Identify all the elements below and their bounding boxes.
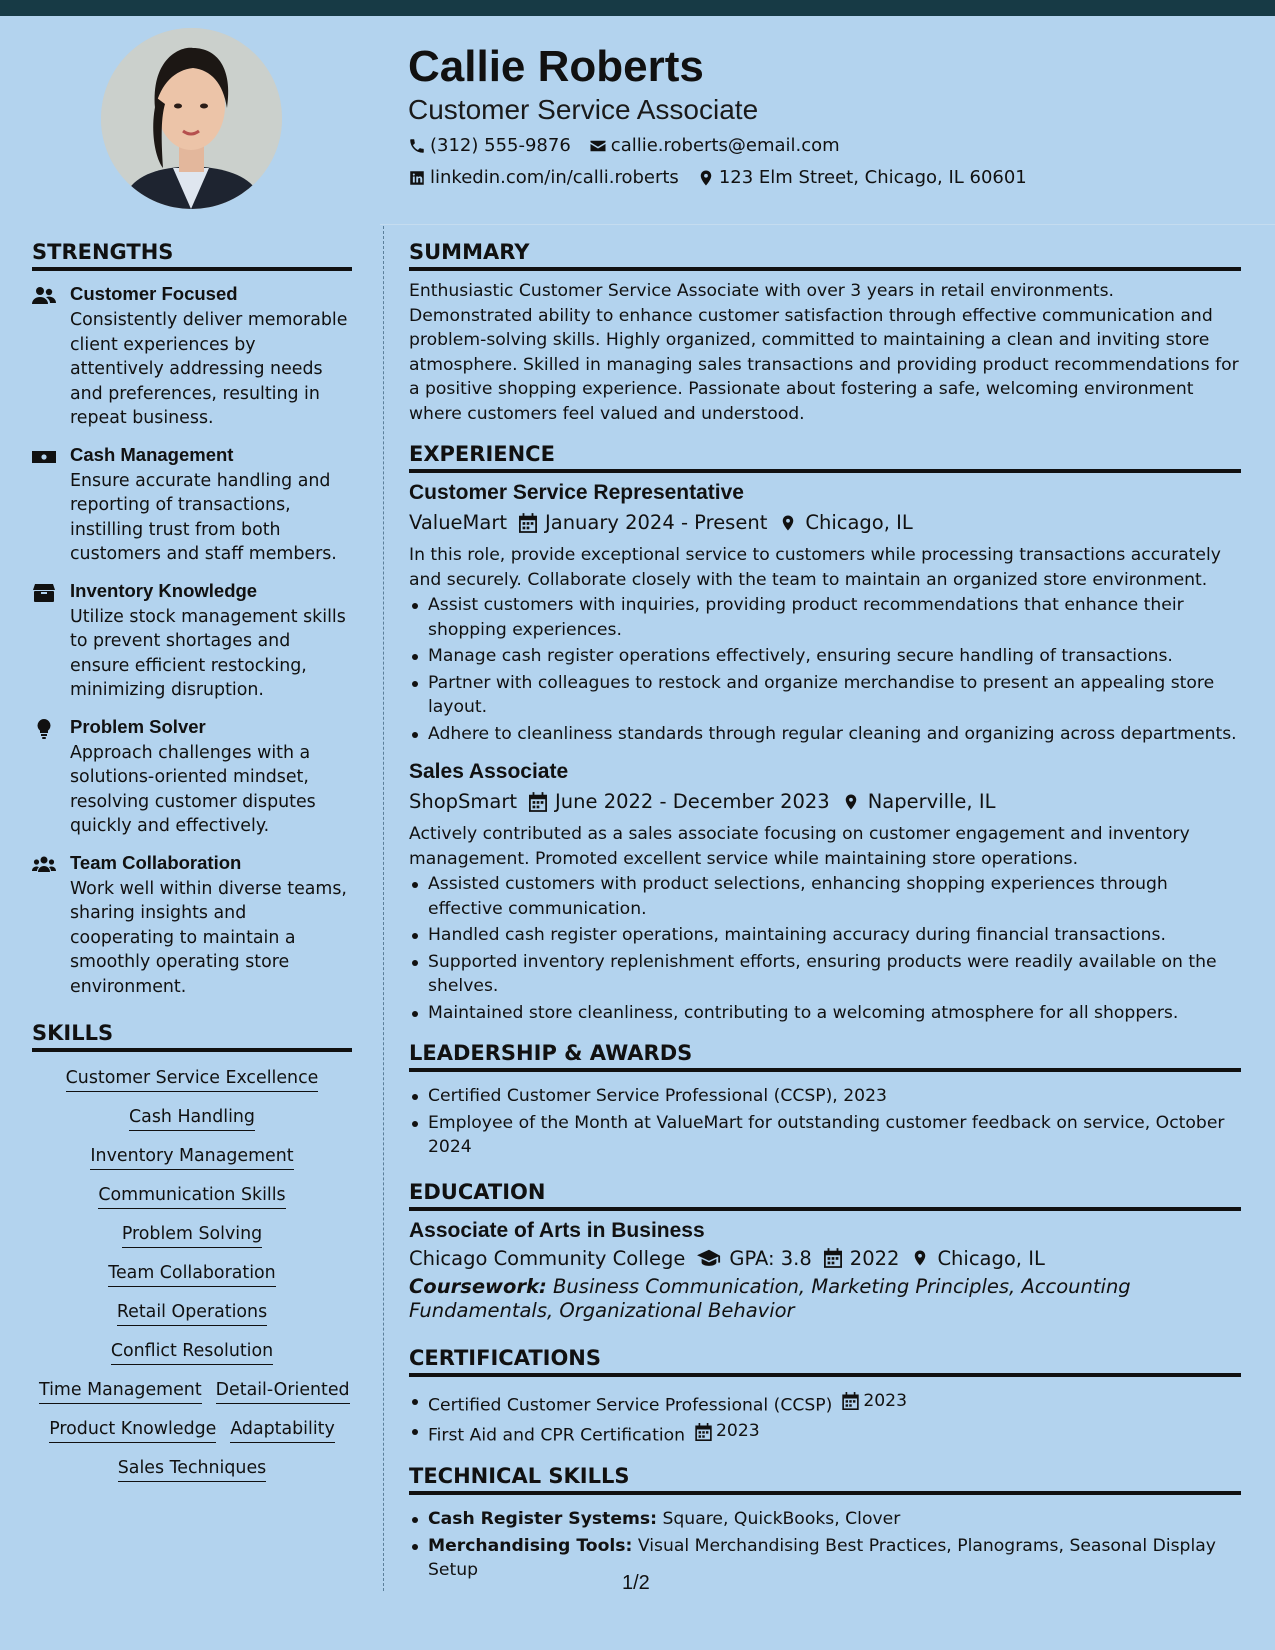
column-divider <box>383 226 384 1591</box>
certifications-list <box>409 1389 1241 1449</box>
envelope-icon <box>589 137 607 155</box>
map-pin-icon <box>779 513 797 533</box>
job-company: ValueMart <box>409 511 507 534</box>
skill-tag: Inventory Management <box>90 1146 293 1170</box>
job-entry <box>409 481 1241 746</box>
job-bullet: Supported inventory replenishment efforts, ensuring products were readily available on the shelves. <box>409 950 1241 999</box>
calendar-icon <box>519 513 537 533</box>
contact-row-1 <box>408 135 858 156</box>
job-bullet: Assist customers with inquiries, providing product recommendations that enhance their shopping experiences. <box>409 593 1241 642</box>
degree-title: Associate of Arts in Business <box>409 1218 705 1242</box>
job-bullet: Adhere to cleanliness standards through regular cleaning and organizing across departments. <box>409 722 1241 747</box>
job-bullet: Partner with colleagues to restock and organize merchandise to present an appealing store layout. <box>409 671 1241 720</box>
certification-year: 2023 <box>716 1421 760 1442</box>
certification-year: 2023 <box>863 1390 908 1411</box>
address-text: 123 Elm Street, Chicago, IL 60601 <box>718 167 1027 188</box>
skill-tag: Time Management <box>39 1380 202 1404</box>
strength-title: Problem Solver <box>70 715 206 737</box>
job-company: ShopSmart <box>409 790 518 813</box>
calendar-icon <box>695 1423 712 1441</box>
technical-skill-item <box>409 1534 1241 1583</box>
skill-tag: Retail Operations <box>117 1302 267 1326</box>
award-item: Employee of the Month at ValueMart for outstanding customer feedback on service, October 2024 <box>409 1111 1241 1160</box>
job-bullet: Assisted customers with product selections, enhancing shopping experiences through effective communication. <box>409 872 1241 921</box>
education-location: Chicago, IL <box>937 1246 1045 1270</box>
strength-desc: Consistently deliver memorable client experiences by attentively addressing needs and preferences, resulting in repeat business. <box>70 310 348 428</box>
technical-skill-label: Merchandising Tools: <box>428 1535 633 1556</box>
linkedin-text: linkedin.com/in/calli.roberts <box>430 167 679 188</box>
strength-title: Customer Focused <box>70 283 238 304</box>
job-bullet: Handled cash register operations, maintaining accuracy during financial transactions. <box>409 923 1241 948</box>
technical-skill-label: Cash Register Systems: <box>428 1509 658 1529</box>
strength-desc: Ensure accurate handling and reporting of transactions, instilling trust from both customers and staff members. <box>70 470 337 564</box>
strength-item <box>32 852 352 1000</box>
strength-title: Cash Management <box>70 443 234 465</box>
skill-tag: Conflict Resolution <box>111 1341 273 1365</box>
contact-row-2 <box>408 167 1045 188</box>
job-title: Sales Associate <box>409 760 569 783</box>
job-bullets <box>409 872 1241 1025</box>
job-bullets <box>409 593 1241 746</box>
job-bullet: Maintained store cleanliness, contributing to a welcoming atmosphere for all shoppers. <box>409 1001 1241 1026</box>
certification-name: Certified Customer Service Professional (CCSP) <box>428 1394 833 1415</box>
strength-item <box>32 580 352 703</box>
job-location: Chicago, IL <box>805 511 913 534</box>
email-item[interactable] <box>589 135 840 156</box>
box-icon <box>32 583 56 603</box>
certification-item <box>409 1419 1241 1448</box>
coursework <box>409 1275 1241 1324</box>
graduation-cap-icon <box>697 1248 721 1268</box>
skill-tag: Cash Handling <box>129 1107 255 1131</box>
technical-skills-heading: TECHNICAL SKILLS <box>409 1464 1241 1495</box>
skill-tag: Customer Service Excellence <box>66 1068 319 1092</box>
job-desc: Actively contributed as a sales associate focusing on customer engagement and inventory management. Promoted excellent service while maintaining store operations. <box>409 824 1190 869</box>
awards-list <box>409 1084 1241 1160</box>
education-meta <box>409 1247 1241 1270</box>
job-entry <box>409 760 1241 1025</box>
technical-skill-value: Square, QuickBooks, Clover <box>662 1509 901 1529</box>
summary-heading: SUMMARY <box>409 240 1241 271</box>
certification-name: First Aid and CPR Certification <box>428 1425 685 1446</box>
phone-text: (312) 555-9876 <box>430 135 571 156</box>
strength-item <box>32 283 352 431</box>
technical-skill-item <box>409 1507 1241 1532</box>
coursework-label: Coursework: <box>409 1274 547 1298</box>
strength-desc: Work well within diverse teams, sharing insights and cooperating to maintain a smoothly operating store environment. <box>70 878 347 997</box>
gpa-text: GPA: 3.8 <box>729 1246 812 1270</box>
skill-tag: Communication Skills <box>98 1185 285 1209</box>
strength-title: Team Collaboration <box>70 851 242 873</box>
header-divider <box>380 224 1275 225</box>
map-pin-icon <box>697 169 715 187</box>
calendar-icon <box>529 792 547 812</box>
calendar-icon <box>842 1392 859 1410</box>
money-icon <box>32 447 56 467</box>
award-item: Certified Customer Service Professional (CCSP), 2023 <box>409 1084 1241 1109</box>
right-column <box>409 240 1241 1585</box>
job-meta <box>409 511 1241 534</box>
experience-heading: EXPERIENCE <box>409 442 1241 473</box>
skills-section <box>32 1021 352 1482</box>
certifications-heading: CERTIFICATIONS <box>409 1346 1241 1377</box>
job-dates: January 2024 - Present <box>545 511 768 534</box>
candidate-name: Callie Roberts <box>408 42 704 91</box>
job-location: Naperville, IL <box>867 790 996 813</box>
job-dates: June 2022 - December 2023 <box>555 790 830 813</box>
skill-tag: Team Collaboration <box>108 1263 275 1287</box>
job-meta <box>409 790 1241 813</box>
strength-item <box>32 444 352 567</box>
calendar-icon <box>824 1248 842 1268</box>
email-text: callie.roberts@email.com <box>610 135 840 156</box>
technical-skill-value: Visual Merchandising Best Practices, Planograms, Seasonal Display Setup <box>428 1535 1216 1580</box>
skill-tag: Detail-Oriented <box>216 1380 350 1404</box>
profile-photo <box>101 28 282 209</box>
map-pin-icon <box>842 792 860 812</box>
coursework-text: Business Communication, Marketing Principles, Accounting Fundamentals, Organizational Behavior <box>409 1274 1131 1322</box>
strength-desc: Utilize stock management skills to prevent shortages and ensure efficient restocking, minimizing disruption. <box>70 606 346 700</box>
phone-icon <box>408 137 426 155</box>
strength-desc: Approach challenges with a solutions-oriented mindset, resolving customer disputes quickly and effectively. <box>70 742 316 836</box>
users-icon <box>32 286 56 306</box>
strength-title: Inventory Knowledge <box>70 579 258 601</box>
page-number: 1/2 <box>622 1572 650 1594</box>
left-column <box>32 240 352 1497</box>
skill-tag: Sales Techniques <box>118 1458 266 1482</box>
lightbulb-icon <box>32 719 56 739</box>
skill-tag: Adaptability <box>230 1419 334 1443</box>
job-bullet: Manage cash register operations effectively, ensuring secure handling of transactions. <box>409 644 1241 669</box>
strengths-heading: STRENGTHS <box>32 240 352 271</box>
skill-tag: Product Knowledge <box>49 1419 216 1443</box>
education-heading: EDUCATION <box>409 1180 1241 1211</box>
school-name: Chicago Community College <box>409 1246 686 1270</box>
graduation-year: 2022 <box>849 1246 900 1270</box>
address-item <box>697 167 1027 188</box>
strength-item <box>32 716 352 839</box>
linkedin-item[interactable] <box>408 167 679 188</box>
phone-item[interactable] <box>408 135 571 156</box>
candidate-title: Customer Service Associate <box>408 94 759 125</box>
skill-tag: Problem Solving <box>122 1224 262 1248</box>
certification-item <box>409 1389 1241 1418</box>
technical-skills-list <box>409 1507 1241 1583</box>
awards-heading: LEADERSHIP & AWARDS <box>409 1041 1241 1072</box>
job-title: Customer Service Representative <box>409 481 744 504</box>
summary-text: Enthusiastic Customer Service Associate with over 3 years in retail environments. Demonstrated ability to enhance customer satisfaction through effective communication and problem-solving skills. Highly organized, committed to maintaining a clean and inviting store atmosphere. Skilled in managing sales transactions and providing product recommendations for a positive shopping experience. Passionate about fostering a safe, welcoming environment where customers feel valued and understood. <box>409 281 1239 424</box>
linkedin-icon <box>408 169 426 187</box>
skills-heading: SKILLS <box>32 1021 352 1052</box>
map-pin-icon <box>911 1248 929 1268</box>
job-desc: In this role, provide exceptional service to customers while processing transactions accurately and securely. Collaborate closely with the team to maintain an organized store environment. <box>409 545 1221 590</box>
top-bar <box>0 0 1275 16</box>
team-icon <box>32 855 56 875</box>
